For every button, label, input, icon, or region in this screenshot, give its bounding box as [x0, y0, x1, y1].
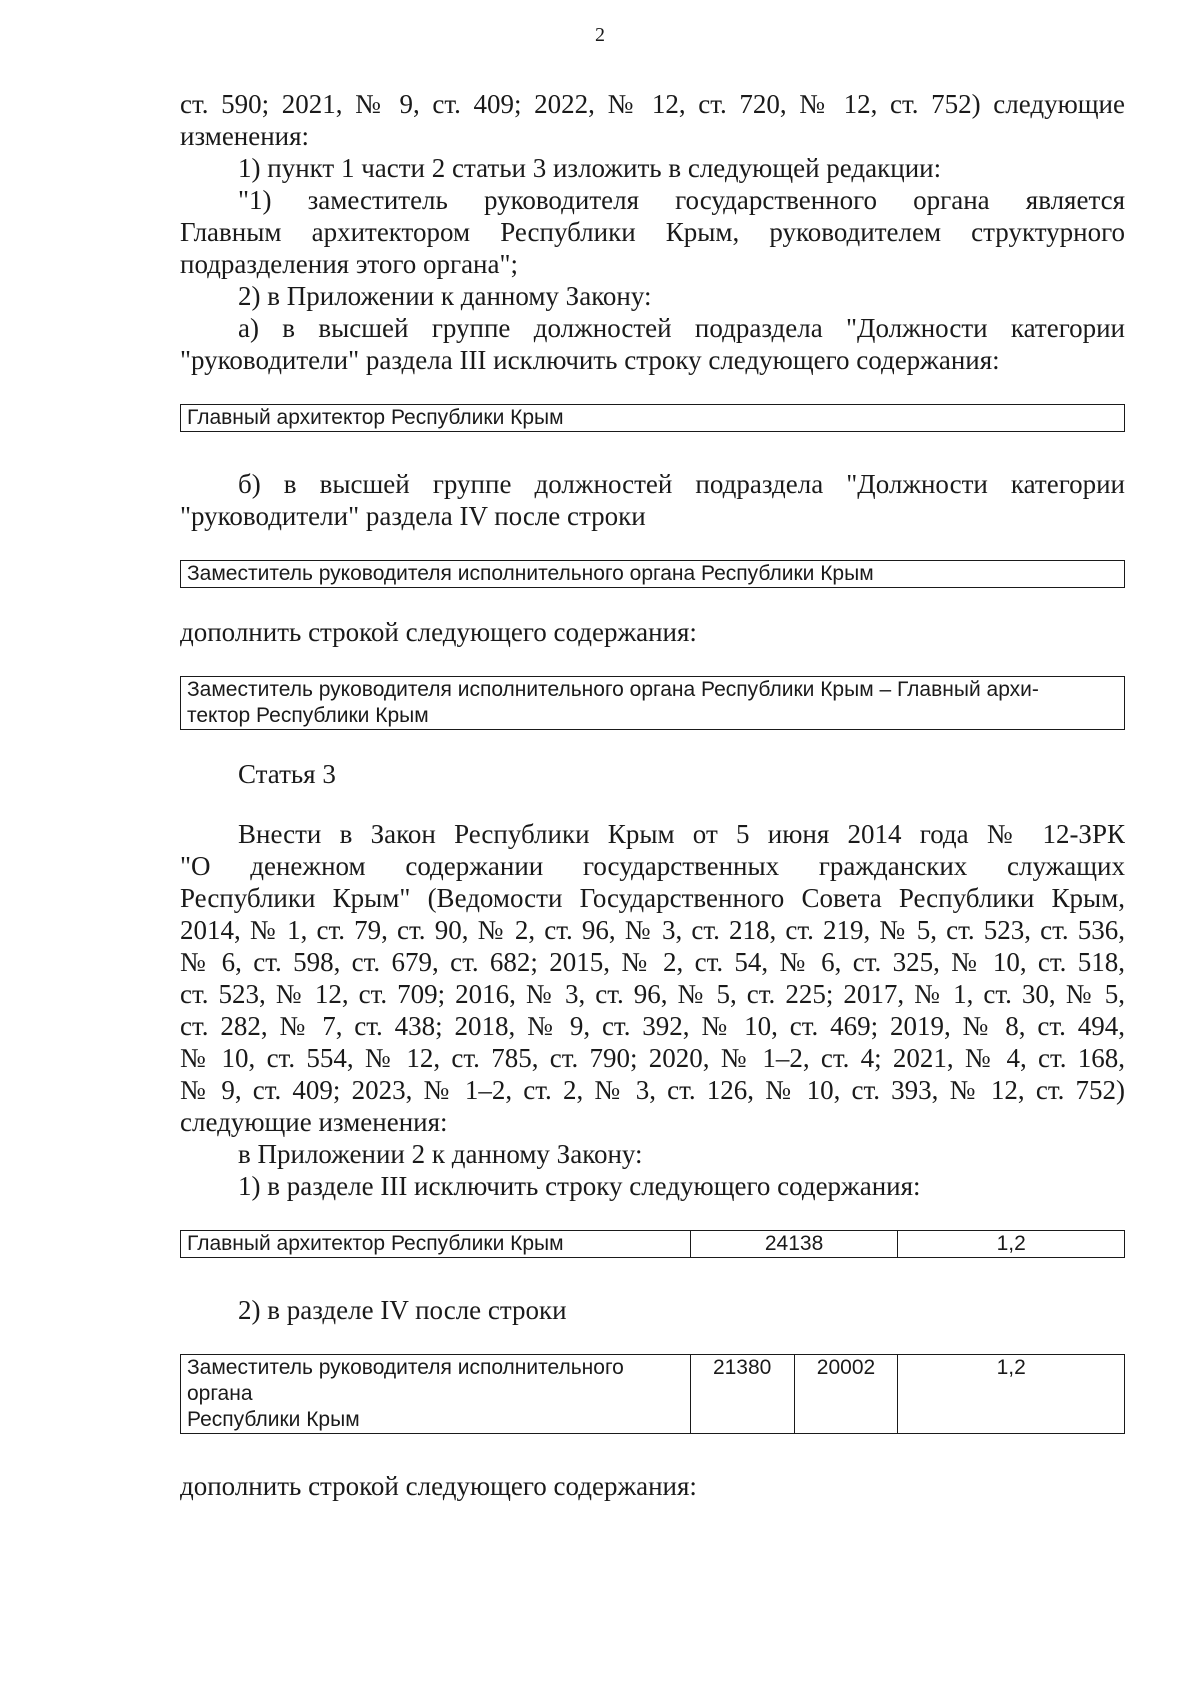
after-salary-table: [180, 1354, 1125, 1434]
item-1-quote-line-1: "1) заместитель руководителя государственного органа является: [238, 185, 1125, 215]
item-2b-line-1: б) в высшей группе должностей подраздела "Должности категории: [238, 469, 1125, 499]
appendix-2-text: в Приложении 2 к данному Закону:: [238, 1139, 643, 1169]
item-1-quote-line-3: подразделения этого органа";: [180, 249, 519, 279]
table-row: [181, 1355, 1125, 1434]
article-line-8: № 10, ст. 554, № 12, ст. 785, ст. 790; 2020, № 1–2, ст. 4; 2021, № 4, ст. 168,: [180, 1043, 1125, 1073]
section-4-item: 2) в разделе IV после строки: [238, 1295, 567, 1325]
new-row-line-2: тектор Республики Крым: [187, 704, 429, 727]
table-row: [181, 1231, 1125, 1258]
article-line-9: № 9, ст. 409; 2023, № 1–2, ст. 2, № 3, ст. 126, № 10, ст. 393, № 12, ст. 752): [180, 1075, 1125, 1105]
document-body: [180, 88, 1125, 1502]
article-line-2: "О денежном содержании государственных гражданских служащих: [180, 851, 1125, 881]
intro-line-2: изменения:: [180, 121, 310, 151]
item-2b-line-2: "руководители" раздела IV после строки: [180, 501, 646, 531]
section-3-item: 1) в разделе III исключить строку следующего содержания:: [238, 1171, 921, 1201]
position-line-1: Заместитель руководителя исполнительного органа: [187, 1356, 624, 1405]
article-line-1: Внести в Закон Республики Крым от 5 июня 2014 года № 12-ЗРК: [238, 819, 1125, 849]
new-row-box: [180, 676, 1125, 730]
position-line-2: Республики Крым: [187, 1408, 360, 1431]
item-2: 2) в Приложении к данному Закону:: [238, 281, 652, 311]
after-row-box: [180, 560, 1125, 588]
salary-cell-1: 21380: [690, 1355, 794, 1434]
item-2a-line-1: а) в высшей группе должностей подраздела "Должности категории: [238, 313, 1125, 343]
item-1: 1) пункт 1 части 2 статьи 3 изложить в следующей редакции:: [238, 153, 942, 183]
item-1-quote-line-2: Главным архитектором Республики Крым, руководителем структурного: [180, 217, 1125, 247]
supplement-text-1: дополнить строкой следующего содержания:: [180, 617, 697, 647]
after-row-text: Заместитель руководителя исполнительного органа Республики Крым: [187, 562, 874, 585]
salary-cell: 24138: [690, 1231, 898, 1258]
supplement-text-2: дополнить строкой следующего содержания:: [180, 1471, 697, 1501]
item-2a-line-2: "руководители" раздела III исключить строку следующего содержания:: [180, 345, 1000, 375]
article-line-10: следующие изменения:: [180, 1107, 448, 1137]
article-line-4: 2014, № 1, ст. 79, ст. 90, № 2, ст. 96, № 3, ст. 218, ст. 219, № 5, ст. 523, ст. 536,: [180, 915, 1125, 945]
coefficient-cell: 1,2: [898, 1355, 1125, 1434]
article-line-6: ст. 523, № 12, ст. 709; 2016, № 3, ст. 96, № 5, ст. 225; 2017, № 1, ст. 30, № 5,: [180, 979, 1125, 1009]
position-cell: Главный архитектор Республики Крым: [181, 1231, 691, 1258]
salary-cell-2: 20002: [794, 1355, 898, 1434]
intro-line-1: ст. 590; 2021, № 9, ст. 409; 2022, № 12, ст. 720, № 12, ст. 752) следующие: [180, 89, 1125, 119]
page-number: 2: [595, 24, 605, 46]
article-line-7: ст. 282, № 7, ст. 438; 2018, № 9, ст. 392, № 10, ст. 469; 2019, № 8, ст. 494,: [180, 1011, 1125, 1041]
position-cell: [181, 1355, 691, 1434]
excluded-row-text: Главный архитектор Республики Крым: [187, 406, 564, 429]
article-line-5: № 6, ст. 598, ст. 679, ст. 682; 2015, № 2, ст. 54, № 6, ст. 325, № 10, ст. 518,: [180, 947, 1125, 977]
article-heading: Статья 3: [238, 759, 336, 789]
new-row-line-1: Заместитель руководителя исполнительного органа Республики Крым – Главный архи-: [187, 678, 1039, 701]
article-line-3: Республики Крым" (Ведомости Государственного Совета Республики Крым,: [180, 883, 1125, 913]
coefficient-cell: 1,2: [898, 1231, 1125, 1258]
excluded-salary-table: [180, 1230, 1125, 1258]
excluded-row-box: [180, 404, 1125, 432]
